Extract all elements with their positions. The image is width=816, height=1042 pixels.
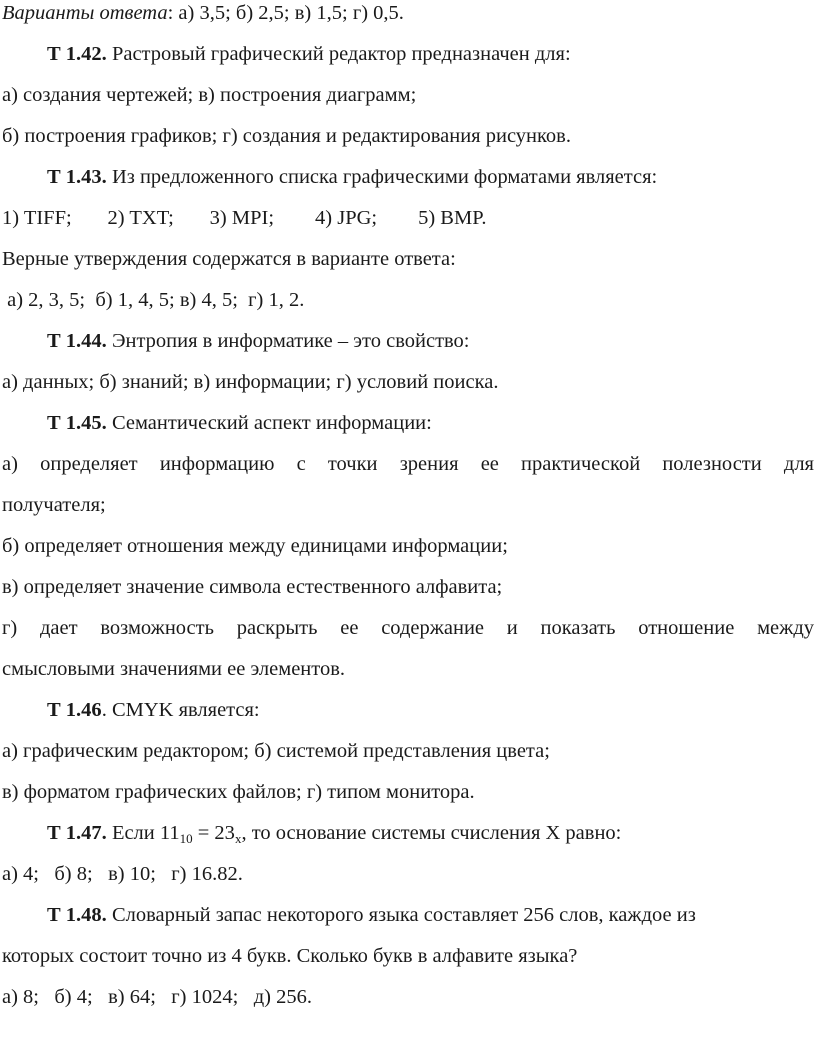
question-1-45: [47, 411, 814, 435]
answer-line: [2, 452, 814, 476]
answer-text: Верные утверждения содержатся в варианте ответа:: [2, 248, 456, 270]
answer-line: [2, 83, 814, 107]
answer-line: [2, 944, 814, 968]
question-text: . CMYK является:: [101, 699, 260, 721]
answer-text: смысловыми значениями ее элементов.: [2, 658, 346, 680]
answer-text: б) определяет отношения между единицами информации;: [2, 535, 508, 557]
question-text: Семантический аспект информации:: [106, 412, 432, 434]
question-text: Из предложенного списка графическими форматами является:: [106, 166, 658, 188]
answer-line: [2, 985, 814, 1009]
answer-text: а) графическим редактором; б) системой представления цвета;: [2, 740, 550, 762]
answer-text: а) определяет информацию с точки зрения ее практической полезности для: [2, 453, 814, 475]
answer-text: в) форматом графических файлов; г) типом монитора.: [2, 781, 475, 803]
question-number: Т 1.47.: [47, 822, 107, 844]
answer-options-text: : а) 3,5; б) 2,5; в) 1,5; г) 0,5.: [167, 2, 404, 24]
question-number: Т 1.42.: [47, 43, 107, 65]
answer-line: [2, 288, 814, 312]
question-1-47: [47, 821, 814, 845]
question-number: Т 1.44.: [47, 330, 107, 352]
question-number: Т 1.45.: [47, 412, 107, 434]
answer-line: [2, 206, 814, 230]
answer-line: [2, 247, 814, 271]
answer-line: [2, 616, 814, 640]
answer-text: получателя;: [2, 494, 106, 516]
question-number: Т 1.48.: [47, 904, 107, 926]
answer-line: [2, 493, 814, 517]
answer-options-label: Варианты ответа: [2, 2, 168, 24]
answer-text: 1) TIFF; 2) TXT; 3) MPI; 4) JPG; 5) BMP.: [2, 207, 487, 229]
answer-line: [2, 534, 814, 558]
question-1-42: [47, 42, 814, 66]
answer-text: которых состоит точно из 4 букв. Сколько букв в алфавите языка?: [2, 945, 578, 967]
answer-text: а) 8; б) 4; в) 64; г) 1024; д) 256.: [2, 986, 312, 1008]
answer-text: а) данных; б) знаний; в) информации; г) условий поиска.: [2, 371, 499, 393]
answer-line: [2, 124, 814, 148]
answer-text: а) создания чертежей; в) построения диаграмм;: [2, 84, 417, 106]
base-subscript: x: [234, 831, 242, 846]
answer-line: [2, 739, 814, 763]
question-text: Словарный запас некоторого языка составляет 256 слов, каждое из: [106, 904, 696, 926]
answer-line: [2, 657, 814, 681]
question-1-48: [47, 903, 814, 927]
question-number: Т 1.43.: [47, 166, 107, 188]
question-text-part: = 23: [192, 822, 235, 844]
question-1-46: [47, 698, 814, 722]
base-subscript: 10: [179, 831, 193, 846]
answer-line: [2, 370, 814, 394]
answer-text: а) 4; б) 8; в) 10; г) 16.82.: [2, 863, 243, 885]
question-number: Т 1.46: [47, 699, 102, 721]
answer-line: [2, 575, 814, 599]
answer-text: в) определяет значение символа естественного алфавита;: [2, 576, 503, 598]
question-1-44: [47, 329, 814, 353]
question-text-part: , то основание системы счисления X равно:: [241, 822, 622, 844]
question-text: Энтропия в информатике – это свойство:: [106, 330, 470, 352]
answer-text: а) 2, 3, 5; б) 1, 4, 5; в) 4, 5; г) 1, 2.: [2, 289, 305, 311]
question-text: Растровый графический редактор предназначен для:: [106, 43, 571, 65]
question-text-part: Если 11: [106, 822, 180, 844]
answer-text: г) дает возможность раскрыть ее содержание и показать отношение между: [2, 617, 814, 639]
answer-line: [2, 780, 814, 804]
answer-line: [2, 862, 814, 886]
question-1-43: [47, 165, 814, 189]
answer-options-line: [2, 1, 814, 25]
answer-text: б) построения графиков; г) создания и редактирования рисунков.: [2, 125, 571, 147]
